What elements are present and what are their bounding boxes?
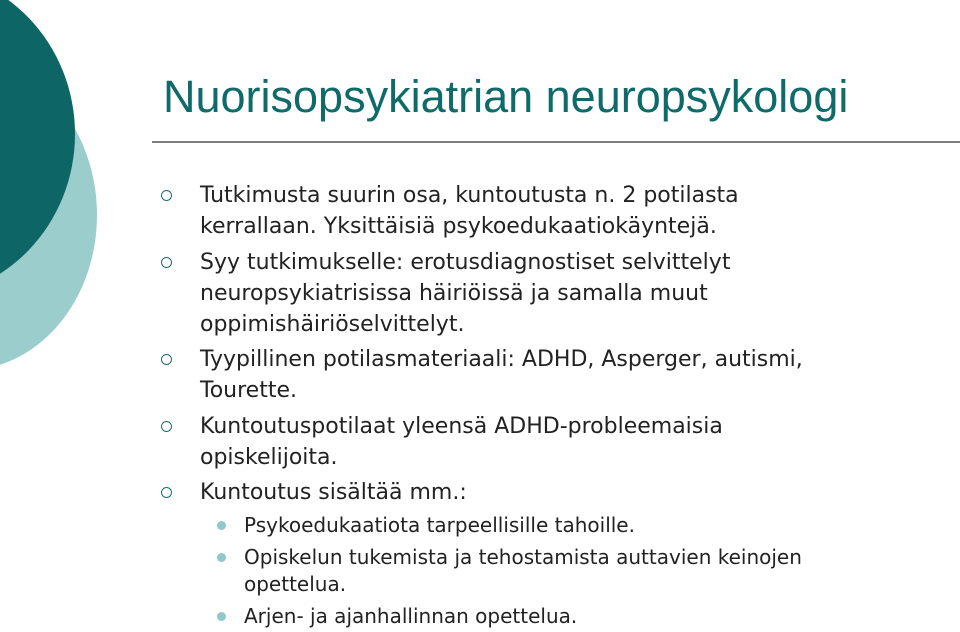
bullet-item: [200, 477, 467, 508]
bullet-text-line: oppimishäiriöselvittelyt.: [200, 312, 465, 337]
hollow-circle-bullet-icon: [161, 190, 172, 201]
bullet-text-line: kerrallaan. Yksittäisiä psykoedukaatiokäyntejä.: [200, 214, 717, 239]
hollow-circle-bullet-icon: [161, 257, 172, 268]
hollow-circle-bullet-icon: [161, 421, 172, 432]
bullet-item: [200, 180, 739, 242]
bullet-item: [200, 411, 723, 473]
slide-title: Nuorisopsykiatrian neuropsykologi: [163, 71, 849, 122]
title-divider: [152, 141, 960, 143]
bullet-text-line: Tutkimusta suurin osa, kuntoutusta n. 2 potilasta: [200, 183, 739, 208]
bullet-item: [200, 344, 803, 406]
hollow-circle-bullet-icon: [161, 354, 172, 365]
filled-circle-bullet-icon: [217, 553, 226, 562]
bullet-text-line: Syy tutkimukselle: erotusdiagnostiset selvittelyt: [200, 250, 731, 275]
bullet-text-line: Kuntoutus sisältää mm.:: [200, 480, 467, 505]
hollow-circle-bullet-icon: [161, 487, 172, 498]
bullet-item: [200, 247, 730, 340]
bullet-text-line: Tyypillinen potilasmateriaali: ADHD, Asperger, autismi,: [200, 347, 803, 372]
bullet-text-line: Tourette.: [200, 378, 297, 403]
filled-circle-bullet-icon: [217, 521, 226, 530]
bullet-text-line: neuropsykiatrisissa häiriöissä ja samalla muut: [200, 281, 708, 306]
bullet-text-line: Kuntoutuspotilaat yleensä ADHD-probleemaisia: [200, 414, 723, 439]
filled-circle-bullet-icon: [217, 612, 226, 621]
sub-bullet-text-line: Arjen- ja ajanhallinnan opettelua.: [244, 604, 578, 628]
sub-bullet-text-line: Psykoedukaatiota tarpeellisille tahoille.: [244, 513, 635, 537]
sub-bullet-item: [244, 544, 802, 598]
sub-bullet-text-line: opettelua.: [244, 572, 347, 596]
sub-bullet-item: [244, 512, 635, 539]
sub-bullet-text-line: Opiskelun tukemista ja tehostamista auttavien keinojen: [244, 545, 802, 569]
sub-bullet-item: [244, 603, 577, 630]
bullet-text-line: opiskelijoita.: [200, 445, 338, 470]
